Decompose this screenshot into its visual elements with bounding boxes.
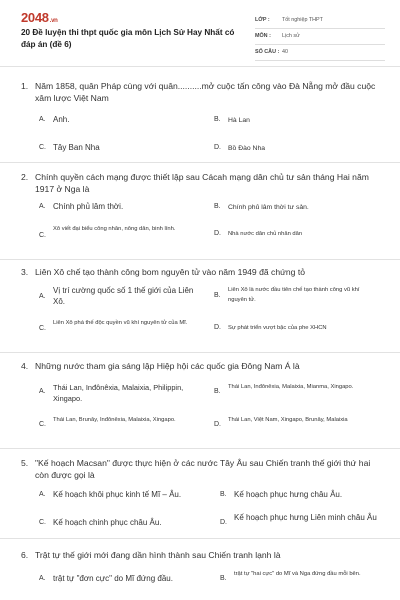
option-text: Kế hoạch khôi phục kinh tế Mĩ – Âu.: [53, 490, 182, 499]
question-stem: "Kế hoạch Macsan" được thực hiện ở các nước Tây Âu sau Chiến tranh thế giới thứ hai còn được gọi là: [35, 458, 371, 480]
exam-meta: [255, 14, 385, 62]
site-logo[interactable]: [21, 10, 58, 25]
option-text: Thái Lan, Inđônêxia, Malaixia, Mianma, Xingapo.: [228, 384, 354, 390]
option-text: Chính phủ lâm thời.: [53, 202, 124, 211]
question-stem: Năm 1858, quân Pháp cùng với quân..........mở cuộc tấn công vào Đà Nẵng mở đầu cuộc xâm lược Việt Nam: [35, 81, 376, 103]
logo-text: 2048: [21, 10, 49, 25]
meta-row-subject: [255, 30, 385, 45]
option-letter: D.: [214, 144, 221, 151]
option-text: Kế hoạch phục hưng Liên minh châu Âu: [234, 513, 377, 522]
question-number: 2.: [21, 172, 29, 182]
option-letter: C.: [39, 325, 46, 332]
option-letter: A.: [39, 293, 46, 300]
option-text: Kế hoạch phục hưng châu Âu.: [234, 490, 343, 499]
option-letter: B.: [214, 116, 221, 123]
question-stem: Chính quyền cách mạng được thiết lập sau Cácah mạng dân chủ tư sản tháng Hai năm 1917 ở Nga là: [35, 172, 369, 194]
meta-value: Lịch sử: [282, 33, 300, 39]
option-letter: C.: [39, 232, 46, 239]
option-text: Anh.: [53, 115, 70, 124]
question-4: [0, 352, 400, 448]
question-number: 6.: [21, 550, 29, 560]
meta-value: Tốt nghiệp THPT: [282, 17, 323, 23]
option-letter: B.: [214, 292, 221, 299]
question-number: 5.: [21, 458, 29, 468]
question-number: 4.: [21, 361, 29, 371]
question-2: [0, 162, 400, 259]
option-letter: D.: [214, 230, 221, 237]
question-text: [21, 163, 380, 195]
option-text: Tây Ban Nha: [53, 143, 100, 152]
option-letter: A.: [39, 388, 46, 395]
meta-label: MÔN :: [255, 33, 271, 39]
option-letter: B.: [220, 491, 227, 498]
meta-row-class: [255, 14, 385, 29]
question-6: [0, 538, 400, 600]
question-number: 1.: [21, 81, 29, 91]
option-text: Xô viết đại biểu công nhân, nông dân, binh lính.: [53, 226, 176, 232]
option-text: Nhà nước dân chủ nhân dân: [228, 231, 303, 237]
question-text: [21, 260, 380, 278]
option-text: Thái Lan, Brunây, Inđônêxia, Malaixia, Xingapo.: [53, 417, 176, 423]
meta-label: LỚP :: [255, 17, 270, 23]
option-letter: C.: [39, 421, 46, 428]
option-text: Hà Lan: [228, 117, 250, 124]
option-text: Sự phát triển vượt bậc của phe XHCN: [228, 325, 327, 331]
exam-title: 20 Đề luyện thi thpt quốc gia môn Lịch Sử Hay Nhất có đáp án (đề 6): [21, 28, 235, 49]
option-letter: A.: [39, 491, 46, 498]
option-text: Liên Xô phá thế độc quyền vũ khí nguyên tử của Mĩ.: [53, 320, 188, 326]
question-3: [0, 259, 400, 352]
option-text: Chính phủ lâm thời tư sản.: [228, 204, 309, 211]
option-letter: C.: [39, 144, 46, 151]
question-number: 3.: [21, 267, 29, 277]
option-letter: D.: [214, 324, 221, 331]
meta-value: 40: [282, 49, 288, 55]
question-stem: Liên Xô chế tạo thành công bom nguyên tử vào năm 1949 đã chứng tỏ: [35, 267, 305, 277]
question-stem: Trật tự thế giới mới đang dần hình thành sau Chiến tranh lạnh là: [35, 550, 281, 560]
option-letter: B.: [214, 388, 221, 395]
option-letter: B.: [214, 203, 221, 210]
question-text: [21, 353, 380, 372]
option-letter: A.: [39, 575, 46, 582]
meta-row-count: [255, 46, 385, 61]
meta-label: SỐ CÂU :: [255, 49, 280, 55]
question-text: [21, 67, 380, 104]
option-letter: D.: [220, 519, 227, 526]
option-text: Thái Lan, Việt Nam, Xingapo, Brunây, Malaixia: [228, 417, 348, 423]
option-text: Kế hoạch chinh phục châu Âu.: [53, 518, 162, 527]
option-text: trật tự "hai cực" do Mĩ và Nga đứng đầu mỗi bên.: [234, 571, 361, 577]
option-text: Thái Lan, Inđônêxia, Malaixia, Philippin, Xingapo.: [53, 383, 184, 403]
question-5: [0, 448, 400, 538]
question-list: [0, 66, 400, 600]
option-text: Vị trí cường quốc số 1 thế giới của Liên Xô.: [53, 286, 194, 306]
option-text: Liên Xô là nước đầu tiên chế tạo thành công vũ khí nguyên tử.: [228, 287, 360, 303]
option-letter: D.: [214, 421, 221, 428]
option-letter: A.: [39, 203, 46, 210]
question-stem: Những nước tham gia sáng lập Hiệp hội các quốc gia Đông Nam Á là: [35, 361, 300, 371]
page-header: [0, 0, 400, 64]
option-text: Bồ Đào Nha: [228, 145, 266, 152]
option-letter: B.: [220, 575, 227, 582]
option-letter: C.: [39, 519, 46, 526]
option-text: trật tự "đơn cực" do Mĩ đứng đầu.: [53, 574, 173, 583]
question-text: [21, 449, 380, 481]
logo-suffix: .vn: [49, 18, 58, 24]
option-letter: A.: [39, 116, 46, 123]
question-1: [0, 66, 400, 162]
question-text: [21, 539, 380, 561]
